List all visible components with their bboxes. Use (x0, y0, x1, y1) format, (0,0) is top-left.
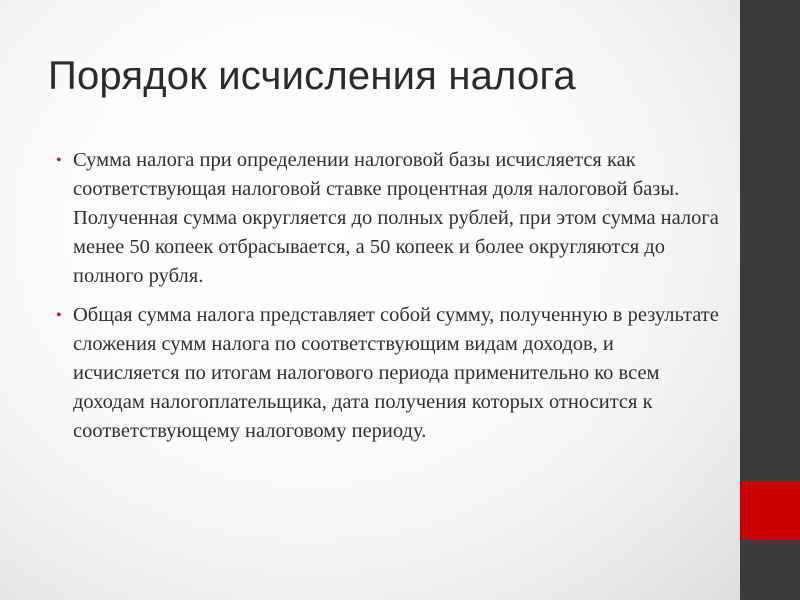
bullet-dot-icon: • (56, 307, 62, 324)
bullet-list (56, 146, 724, 456)
accent-block (740, 481, 800, 539)
bullet-text: Сумма налога при определении налоговой базы исчисляется как соответствующая налоговой ставке процентная доля налоговой базы. Полученная сумма округляется до полных рублей, при этом сумма налога менее 50 копеек отбрасывается, а 50 копеек и более округляются до полного рубля. (73, 149, 719, 287)
bullet-dot-icon: • (56, 152, 62, 169)
bullet-item (56, 301, 724, 446)
slide-title: Порядок исчисления налога (48, 54, 576, 98)
bullet-item (56, 146, 724, 291)
bullet-text: Общая сумма налога представляет собой сумму, полученную в результате сложения сумм налога по соответствующим видам доходов, и исчисляется по итогам налогового периода применительно ко всем доходам налогоплательщика, дата получения которых относится к соответствующему налоговому периоду. (73, 304, 719, 442)
